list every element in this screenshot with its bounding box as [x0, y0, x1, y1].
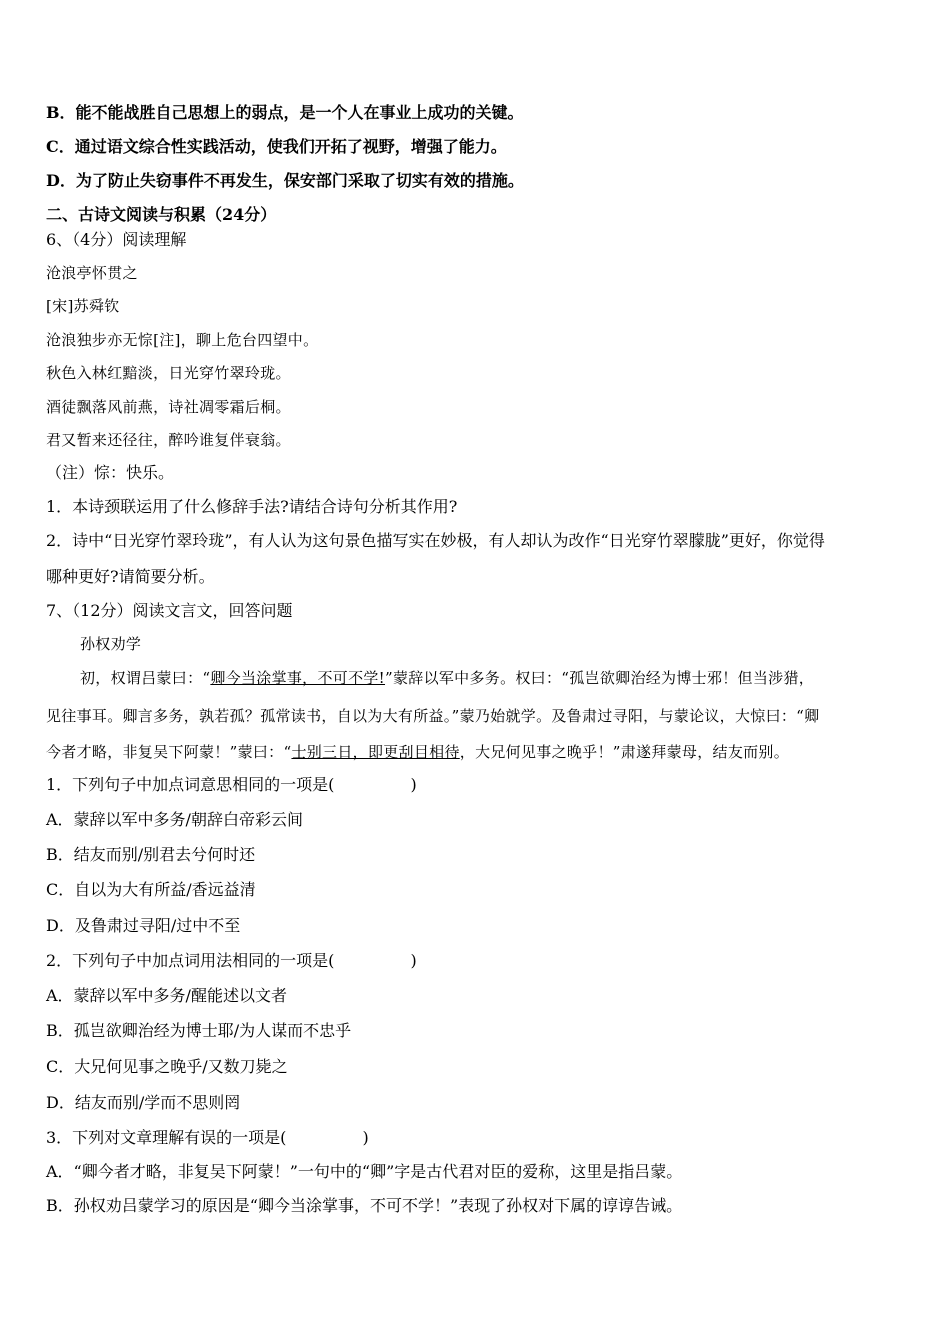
question-stem: 1．下列句子中加点词意思相同的一项是(	[46, 775, 335, 794]
question-stem-close: )	[410, 775, 417, 794]
passage-line: 见往事耳。卿言多务，孰若孤？孤常读书，自以为大有所益。”蒙乃始就学。及鲁肃过寻阳，与蒙论议，大惊曰：“卿	[46, 707, 820, 725]
q6-question-2: 2．诗中“日光穿竹翠玲珑”，有人认为这句景色描写实在妙极，有人却认为改作“日光穿竹翠朦胧”更好，你觉得	[46, 531, 825, 550]
underlined-sentence: 士别三日，即更刮目相待	[291, 743, 460, 761]
q7-sub2-option-a: A．蒙辞以军中多务/醒能述以文者	[46, 986, 287, 1005]
passage-line	[80, 668, 814, 688]
passage-text: ”蒙辞以军中多务。权曰：“孤岂欲卿治经为博士邪！但当涉猎，	[385, 669, 815, 687]
question-stem: 3．下列对文章理解有误的一项是(	[46, 1128, 287, 1147]
poem-author: [宋]苏舜钦	[46, 297, 120, 315]
q7-sub1-option-c: C．自以为大有所益/香远益清	[46, 880, 256, 899]
q7-sub1-option-b: B．结友而别/别君去兮何时还	[46, 845, 256, 864]
passage-text: 今者才略，非复吴下阿蒙！”蒙曰：“	[46, 743, 292, 761]
underlined-sentence: 卿今当涂掌事，不可不学!	[210, 669, 386, 687]
passage-text: 初，权谓吕蒙曰：“	[80, 669, 211, 687]
q6-question-2-cont: 哪种更好?请简要分析。	[46, 567, 215, 586]
q7-sub3-option-a: A．“卿今者才略，非复吴下阿蒙！”一句中的“卿”字是古代君对臣的爱称，这里是指吕蒙。	[46, 1162, 683, 1181]
section-2-title: 二、古诗文阅读与积累（24分）	[46, 205, 277, 224]
poem-line: 君又暂来还径往，醉吟谁复伴衰翁。	[46, 431, 291, 449]
q7-sub3-option-b: B．孙权劝吕蒙学习的原因是“卿今当涂掌事，不可不学！”表现了孙权对下属的谆谆告诫。	[46, 1196, 683, 1215]
q5-option-d: D．为了防止失窃事件不再发生，保安部门采取了切实有效的措施。	[46, 171, 524, 190]
q6-question-1: 1．本诗颈联运用了什么修辞手法?请结合诗句分析其作用?	[46, 497, 458, 516]
question-stem-close: )	[410, 951, 417, 970]
q7-heading: 7、（12分）阅读文言文，回答问题	[46, 601, 293, 620]
question-stem: 2．下列句子中加点词用法相同的一项是(	[46, 951, 335, 970]
q7-sub2-option-b: B．孤岂欲卿治经为博士耶/为人谋而不忠乎	[46, 1021, 352, 1040]
q5-option-c: C．通过语文综合性实践活动，使我们开拓了视野，增强了能力。	[46, 137, 507, 156]
passage-text: ，大兄何见事之晚乎！”肃遂拜蒙母，结友而别。	[459, 743, 790, 761]
question-stem-close: )	[362, 1128, 369, 1147]
q6-heading: 6、（4分）阅读理解	[46, 230, 187, 249]
poem-note: （注）悰：快乐。	[46, 463, 175, 482]
poem-line: 酒徒飘落风前燕，诗社凋零霜后桐。	[46, 398, 291, 416]
poem-line: 沧浪独步亦无悰[注]，聊上危台四望中。	[46, 331, 319, 349]
q7-sub1-option-a: A．蒙辞以军中多务/朝辞白帝彩云间	[46, 810, 303, 829]
poem-line: 秋色入林红黯淡，日光穿竹翠玲珑。	[46, 364, 291, 382]
passage-title: 孙权劝学	[80, 635, 142, 653]
q7-sub1-stem	[46, 775, 417, 795]
q7-sub3-stem	[46, 1128, 369, 1148]
q7-sub1-option-d: D．及鲁肃过寻阳/过中不至	[46, 916, 241, 935]
q7-sub2-option-c: C．大兄何见事之晚乎/又数刀毙之	[46, 1057, 288, 1076]
q7-sub2-option-d: D．结友而别/学而不思则罔	[46, 1093, 241, 1112]
poem-title: 沧浪亭怀贯之	[46, 264, 138, 282]
q5-option-b: B．能不能战胜自己思想上的弱点，是一个人在事业上成功的关键。	[46, 103, 524, 122]
q7-sub2-stem	[46, 951, 417, 971]
passage-line	[46, 742, 789, 762]
